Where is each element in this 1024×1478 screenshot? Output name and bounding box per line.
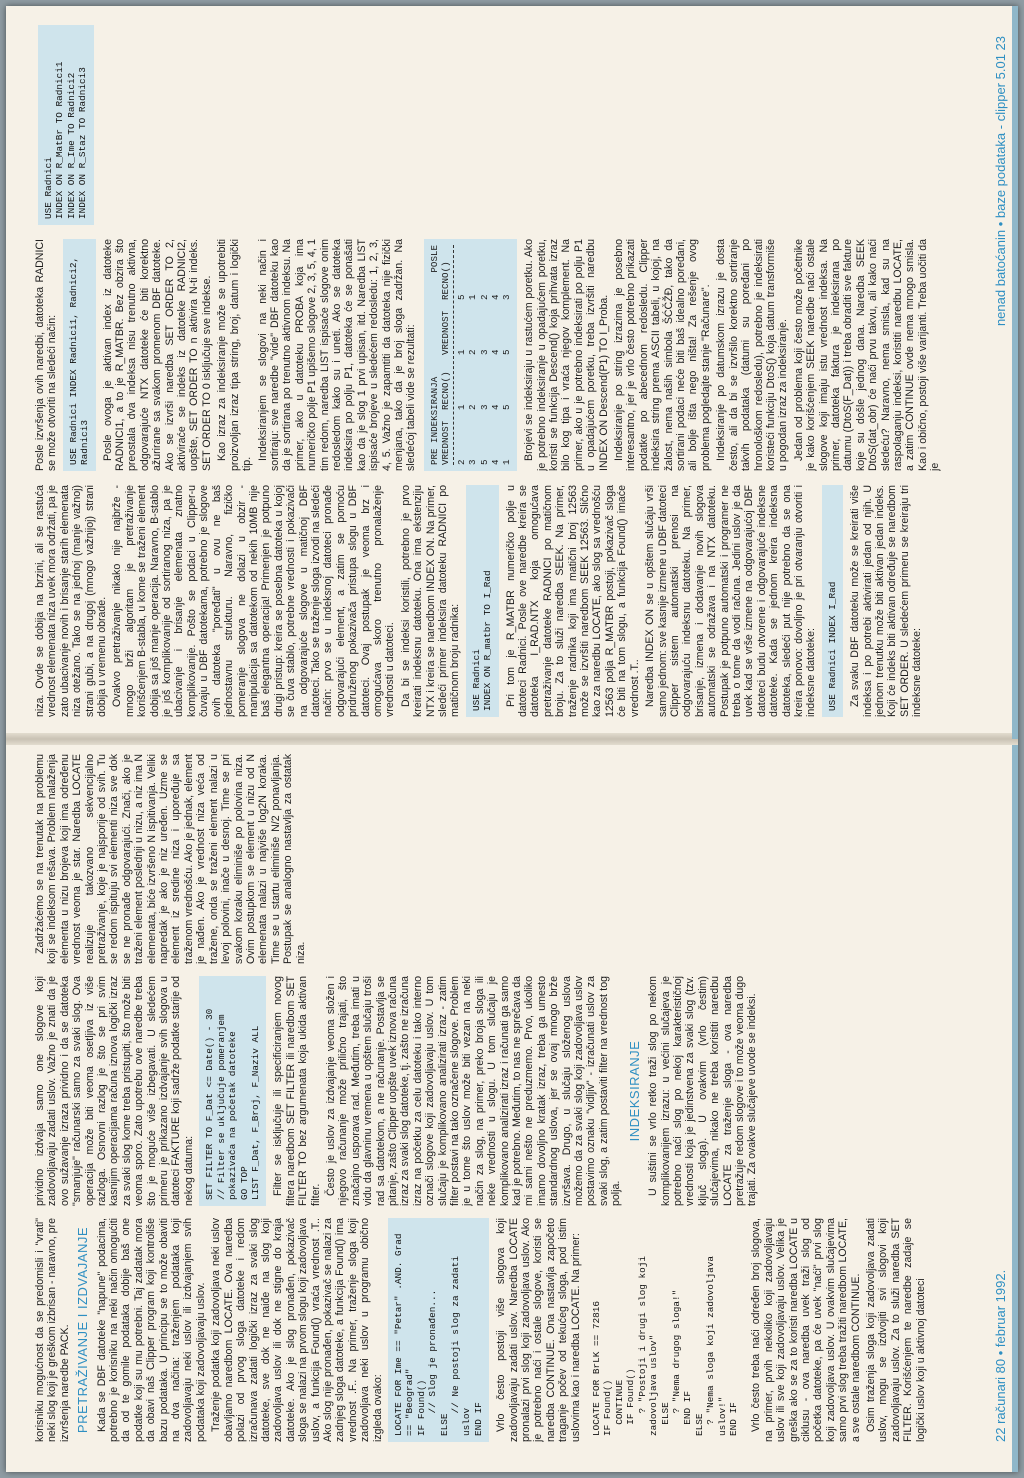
table-col-header: RECNO() xyxy=(439,371,451,410)
table-col-header: VREDNOST xyxy=(439,420,451,465)
code-listing-three-indexes: USE Radnici INDEX ON R_MatBr TO Radnici1 INDEX ON R_Ime TO Radnici2 INDEX ON R_Staz TO Radnici3 xyxy=(38,25,94,225)
paragraph: Ovakvo pretraživanje nikako nije najbrže - mnogo brži algoritam je pretraživanje korišćenjem B-stabla, u kome se traženi element dobija sa još manje operacija. Naravno, B-stablo je još komplikovanije od sortiranog niza, pa je ubacivanje i brisanje elemenata znatno komplikovanije. Pošto se podaci u Clipper-u čuvaju u DBF datotekama, potrebno je slogove ovih datoteka "poređati" u ovu ne baš jednostavnu strukturu. Naravno, fizičko pomeranje slogova ne dolazi u obzir - manipulacija sa datotekom od nekih 10MB nije baš elegantna operacija! Primenjen je potpuno drugi pristup: kreira se posebna datoteka u kojoj se čuva stablo, potrebne vrednosti i pokazivači na odgovarajuće slogove u matičnoj DBF datoteci. Tako se traženje sloga izvodi na sledeći način: prvo se u indeksnoj datoteci pronađe odgovarajući element, a zatim se pomoću pridruženog pokazivača pristupa slogu u DBF datoteci. Ovaj postupak je veoma brz i omogućava skoro trenutno pronalaženje vrednosti u datoteci. xyxy=(111,485,397,717)
index-result-table xyxy=(424,239,517,471)
magazine-scan xyxy=(6,6,1018,1472)
table-group-before: PRE INDEKSIRANJA xyxy=(428,376,440,465)
paragraph: Često je uslov za izdvajanje veoma složen i njegovo računanje može prilično trajati, što značajno usporava rad. Međutim, treba imati u vidu da glavninu vremena u opštem slučaju troši rad sa datotekom, a ne računanje. Postavlja se pitanje, zašto Clipper uopšte uvek iznova računa izraz za svaki slog datoteke, tj. zašto ne izračuna izraz na početku za celu datoteku i tako interno označi slogove koji zadovoljavaju uslov. U tom slučaju je komplikovano analizirati izraz - zatim filter postavi na tako označene slogove. Problem je u tome što uslov može biti vezan na neki način za slog, na primer, preko broja sloga ili neke vrednosti u slogu. U tom slučaju je komplikovano analizirati izraz i računati ga samo kad je potrebno. Međutim, to nas ne sprečava da mi sami nešto ne preduzmemo. Prvo, ukoliko imamo dovoljno kratak izraz, treba ga umesto standardnog uslova, jer se ovaj mnogo brže izvršava. Drugo, u slučaju složenog uslova možemo da za svaki slog koji zadovoljava uslov postavimo oznaku "vidljiv" - izračunati uslov za svaki slog, a zatim postaviti filter na vrednost tog polja. xyxy=(324,976,623,1206)
right-page-column-2 xyxy=(34,239,974,471)
table-row: 4 4 4 4 xyxy=(489,294,501,465)
paragraph: Osim traženja sloga koji zadovoljava zadati uslov, mogu se izdvojiti svi slogovi koji zadovoljavaju uslov. Za to služi naredba SET FILTER. Korišćenjem te naredbe zadaje se logički uslov koji u aktivnoj datoteci xyxy=(865,1218,927,1442)
paragraph: Za svaku DBF datoteku može se kreirati više indeksa i po potrebi aktivirati jedan od njih. U jednom trenutku može biti aktivan jedan indeks. Koji će indeks biti aktivan određuje se naredbom SET ORDER. U sledećem primeru se kreiraju tri indeksne datoteke: xyxy=(849,485,924,717)
paragraph: Vrlo često postoji više slogova koji zadovoljavaju zadati uslov. Naredba LOCATE pronalazi prvi slog koji zadovoljava uslov. Ako je potrebno naći i ostale slogove, koristi se naredba CONTINUE. Ona nastavlja započeto traganje počev od tekućeg sloga, pod istim uslovima kao i naredba LOCATE. Na primer: xyxy=(495,1218,582,1442)
section-heading-pretrazivanje: PRETRAŽIVANJE I IZDVAJANJE xyxy=(75,1226,91,1434)
paragraph: Zadržaćemo se na trenutak na problemu koji se indeksom rešava. Problem nalaženja elementa u nizu brojeva koji ima određenu vrednost veoma je star. Naredba LOCATE realizuje takozvano sekvencijalno pretraživanje, koje je najsporije od svih. Tu se redom ispituju svi elementi niza sve dok se ne pronađe odgovarajući. Znači, ako je traženi element poslednji u nizu, a niz ima N elemenata, biće izvršeno N ispitivanja. Veliki napredak je ako je niz uređen. Uzme se element iz sredine niza i upoređuje sa traženom vrednošću. Ako je jednak, element je nađen. Ako je vrednost niza veća od tražene, onda se traženi element nalazi u levoj polovini, inače u desnoj. Time se pri svakom koraku eliminiše po polovina niza. Ovim postupkom se element u nizu od N elemenata nalazi u najviše log2N koraka. Time se u startu eliminiše N/2 ponavljanja. Postupak se analogno nastavlja za ostatak niza. xyxy=(34,754,307,964)
code-listing-locate: LOCATE FOR Ime == "Petar" .AND. Grad == "Beograd" IF Found() // Slog je pronađen... ELSE // Ne postoji slog za zadati uslov END IF xyxy=(388,1218,489,1442)
paragraph: korisniku mogućnost da se predomisli i "vrati" neki slog koji je greškom izbrisan - naravno, pre izvršenja naredbe PACK. xyxy=(34,1218,71,1442)
left-page-column-2 xyxy=(34,976,974,1206)
paragraph: niza. Ovde se dobija na brzini, ali se rastuća vrednost elemenata niza uvek mora održati, pa je zato ubacivanje novih i brisanje starih elemenata niza otežano. Tako se na jednoj (manje važnoj) strani gubi, a na drugoj (mnogo važnijoj) strani dobija u vremenu obrade. xyxy=(34,485,109,717)
code-listing-index-on: USE Radnici INDEX ON R_matbr TO I_Rad xyxy=(466,485,499,717)
table-group-after: POSLE xyxy=(428,245,440,273)
code-listing-open-indexes: USE Radnici INDEX Radnici1, Radnici2, Radnici3 xyxy=(63,239,96,471)
paragraph: Filter se isključuje ili specificiranjem novog filtera naredbom SET FILTER ili naredbom SET FILTER TO bez argumenata koja ukida aktivan filter. xyxy=(272,976,322,1206)
page-footer-left: 22 računari 80 • februar 1992. xyxy=(993,1269,1008,1442)
paragraph: Jedan od problema koji često može početnike je kako korišćenjem SEEK naredbe naći ostale slogove koji imaju istu vrednost indeksa. Na primer, datoteka faktura je indeksirana po datumu (DtoS(F_Dat)) i treba obraditi sve fakture koje su došle jednog dana. Naredba SEEK DtoS(dat_obr) će naći prvu takvu, ali kako naći sledeću? Naravno, nema smisla, kad su na raspolaganju indeksi, koristiti naredbu LOCATE, a zatim CONTINUE ovde nema mnogo smisla. Kao i obično, postoji više varijanti. Treba uočiti da je xyxy=(792,239,942,471)
paragraph: Traženje podatka koji zadovoljava neki uslov obavljamo naredbom LOCATE. Ova naredba polazi od prvog sloga datoteke i redom izračunava zadati logički izraz za svaki slog datoteke, sve dok ne naiđe na slog koji zadovoljava uslov ili dok ne stigne do kraja datoteke. Ako je slog pronađen, pokazivač sloga se nalazi na prvom slogu koji zadovoljava uslov, a funkcija Found() vraća vrednost .T.. Ako slog nije pronađen, pokazivač se nalazi za zadnjeg sloga datoteke, a funkcija Found() ima vrednost .F.. Na primer, traženje sloga koji zadovoljava neki uslov u programu obično izgleda ovako: xyxy=(210,1218,384,1442)
code-listing-continue: LOCATE FOR BrLK == 72816 IF Found() CONTINUE IF Found() ? "Postoji i drugi slog koji zadovoljava uslov" ELSE ? "Nema drugog sloga!" END IF ELSE ? "Nema sloga koji zadovoljava uslov!" END IF xyxy=(591,1255,739,1436)
right-page-column-1 xyxy=(34,485,974,717)
table-col-header: RECNO() xyxy=(439,261,451,300)
table-row: 5 3 3 2 xyxy=(478,294,490,465)
table-row: 3 2 2 1 xyxy=(467,294,479,465)
right-page-column-3 xyxy=(34,25,974,225)
section-heading-indeksiranje: INDEKSIRANJE xyxy=(626,1040,642,1142)
paragraph: Naredba INDEX ON se u opštem slučaju vrši samo jednom: sve kasnije izmene u DBF datoteci Clipper sistem automatski prenosi na odgovarajuću indeksnu datoteku. Na primer, brisanje, izmena i dodavanje novih slogova automatski se odražava i na NTX datoteku. Postupak je potpuno automatski i programer ne treba o tome da vodi računa. Jedini uslov je da uvek kad se vrše izmene na odgovarajućoj DBF datoteci budu otvorene i odgovarajuće indeksne datoteke. Kada se jednom kreira indeksna datoteka, sledeći put nije potrebno da se ona kreira ponovo: dovoljno je pri otvaranju otvoriti i indeksne datoteke: xyxy=(644,485,818,717)
paragraph: Kada se DBF datoteke "napune" podacima, potrebno je korisniku na neki način omogućiti da od te gomile podataka dobije baš one podatke koji su mu potrebni. Taj zadatak mora da obavi naš Clipper program koji kontroliše bazu podataka. U principu se to može obaviti na dva načina: traženjem podataka koji zadovoljavaju neki uslov ili izdvajanjem svih podataka koji zadovoljavaju uslov. xyxy=(95,1218,207,1442)
paragraph: Vrlo često treba naći određen broj slogova, na primer, prvih nekoliko koji zadovoljavaju uslov ili sve koji zadovoljavaju uslov. Velika je greška ako se za to koristi naredba LOCATE u ciklusu - ova naredba uvek traži slog od početka datoteke, pa će uvek "naći" prvi slog koji zadovoljava uslov. U ovakvim slučajevima samo prvi slog treba tražiti naredbom LOCATE, a sve ostale naredbom CONTINUE. xyxy=(750,1218,862,1442)
left-page xyxy=(6,739,1018,1472)
table-row: 1 5 5 3 xyxy=(501,294,512,465)
code-listing-use-index: USE Radnici INDEX I_Rad xyxy=(822,485,843,717)
paragraph: U suštini se vrlo retko traži slog po nekom komplikovanijem izrazu: u većini slučajeva je potrebno naći slog po nekoj karakterističnoj vrednosti koja je jedinstvena za svaki slog (tzv. ključ sloga). U ovakvim (vrlo čestim) slučajevima, nikako ne treba koristiti naredbu LOCATE za traženje sloga - ova naredba pretražuje redom slogove i to može veoma dugo trajati. Za ovakve slučajeve uvode se indeksi. xyxy=(647,976,759,1206)
footer-bar xyxy=(1012,6,1018,739)
right-page xyxy=(6,6,1018,739)
paragraph: Indeksiranjem se slogovi na neki način i sortiraju: sve naredbe "vide" DBF datoteku kao da je sortirana po trenutno aktivnom indeksu. Na primer, ako u datoteku PROBA koja ima numeričko polje P1 upišemo slogove 2, 3, 5, 4, 1 tim redom, naredba LIST ispisaće slogove onim redosledom kako su i uneti. Ako se datoteka indeksira po polju P1, datoteka će se ponašati kao da je slog 1 prvi upisan, itd. Naredba LIST ispisaće brojeve u sledećem redosledu: 1, 2, 3, 4, 5. Važno je zapamtiti da datoteka nije fizički menjana, tako da je broj sloga zadržan. Na sledećoj tabeli vide se rezultati: xyxy=(256,239,418,471)
paragraph: Kao izraz za indeksiranje može se upotrebiti proizvoljan izraz tipa string, broj, datum i logički tip. xyxy=(216,239,254,471)
rotated-spread xyxy=(6,6,1018,1472)
paragraph: Pri tom je R_MATBR numeričko polje u datoteci Radnici. Posle ove naredbe kreira se datoteka I_RAD.NTX koja omogućava pretraživanje datoteke RADNICI po matičnom broju. Za to služi naredba SEEK. Na primer, traženje radnika koji ima matični broj 12563 može se izvršiti naredbom SEEK 12563. Slično kao za naredbu LOCATE, ako slog sa vrednošću 12563 polja R_MATBR postoji, pokazivač sloga će biti na tom slogu, a funkcija Found() imaće vrednost .T.. xyxy=(504,485,641,717)
page-footer-right: nenad batoćanin • baze podataka - clipper 5.01 23 xyxy=(993,36,1008,327)
paragraph: Da bi se indeksi koristili, potrebno je prvo kreirati indeksnu datoteku. Ona ima ekstenziju NTX i kreira se naredbom INDEX ON. Na primer, sledeći primer indeksira datoteku RADNICI po matičnom broju radnika: xyxy=(399,485,462,717)
paragraph: Posle ovoga je aktivan index iz datoteke RADNICI1, a to je R_MATBR. Bez obzira što preostala dva indeksa nisu trenutno aktivna, odgovarajuće NTX datoteke će biti korektno ažurirane sa svakom promenom DBF datoteke. Ako se izvrši naredba SET ORDER TO 2, aktiviraće se indeks iz datoteke RADNICI2, uopšte, SET ORDER TO n aktivira N-ti indeks. SET ORDER TO 0 isključuje sve indekse. xyxy=(101,239,213,471)
code-listing-set-filter: SET FILTER TO F_Dat <= Date() - 30 // Filter se uključuje pomeranjem pokazivača na početak datoteke GO TOP LIST F_Dat, F_Broj, F_Naziv ALL xyxy=(199,976,266,1206)
left-page-column-1 xyxy=(34,1218,974,1442)
left-page-column-3 xyxy=(34,754,974,964)
paragraph: Posle izvršenja ovih naredbi, datoteka RADNICI se može otvoriti na sledeći način: xyxy=(34,239,59,471)
paragraph: Indeksiranje po string izrazima je posebno interesantno, jer je vrlo često potrebno prikazati podatke po abecednom redosledu. Clipper indeksira string prema ASCII tabeli, u kojoj, na žalost, nema naših simbola ŠĆČŽĐ, tako da sortirani podaci neće biti baš idealno poređani, ali bolje išta nego ništa! Za rešenje ovog problema pogledajte stanje "Računare". xyxy=(613,239,712,471)
table-col-header: VREDNOST xyxy=(439,310,451,355)
table-group-header xyxy=(429,245,440,465)
footer-bar xyxy=(1012,739,1018,1472)
table-column-headers xyxy=(440,245,451,465)
table-rule xyxy=(453,245,454,465)
paragraph: Indeksiranje po datumskom izrazu je dosta često, ali da bi se izvršilo korektno sortiranje takvih podataka (datumi su poređani po hronološkom redosledu), potrebno je indeksirati koristeći funkciju DtoS() koja datum transformiše u pogodan izraz za indeksiranje. xyxy=(715,239,790,471)
paragraph: prividno izdvaja samo one slogove koji zadovoljavaju zadati uslov. Važno je znati da je ovo sužavanje izraza prividno i da se datoteka "smanjuje" računarski samo za svaki slog. Ova operacija može biti veoma osetljiva iz više razloga. Osnovni razlog je što se pri svim kasnijim operacijama računa iznova logički izraz za svaki slog kome treba pristupiti, što može biti veoma sporo. Zato upotrebu ove naredbe treba što je moguće više izbegavati. U sledećem primeru je prikazano izdvajanje svih slogova u datoteci FAKTURE koji sadrže podatke starije od nekog datuma: xyxy=(34,976,195,1206)
paragraph: Brojevi se indeksiraju u rastućem poretku. Ako je potrebno indeksiranje u opadajućem poretku, koristi se funkcija Descend() koja prihvata izraz bilo kog tipa i vraća njegov komplement. Na primer, ako u je potrebno indeksirati po polju P1 u opadajućem poretku, treba izvršiti naredbu INDEX ON Descend(P1) TO I_Proba. xyxy=(523,239,610,471)
table-row: 2 1 1 5 xyxy=(456,294,468,465)
